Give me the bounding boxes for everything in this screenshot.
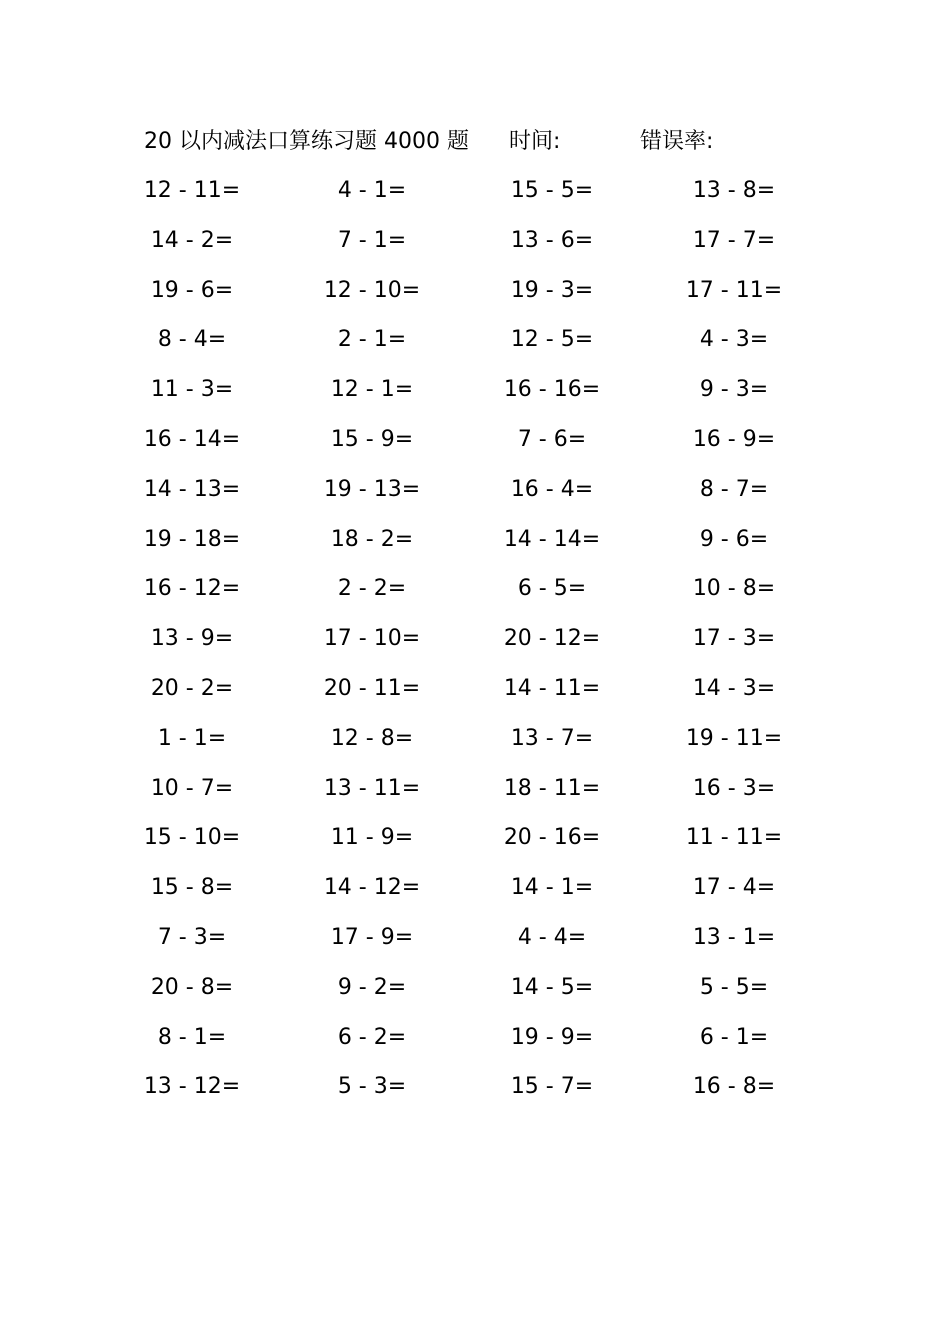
problem-item: 15 - 7= (510, 1074, 594, 1100)
problem-item: 13 - 8= (692, 178, 776, 203)
problem-row (0, 323, 950, 373)
time-label: 时间: (509, 129, 561, 154)
problem-item: 20 - 2= (150, 675, 234, 701)
problem-item: 16 - 16= (503, 377, 601, 403)
problem-row (0, 174, 950, 224)
problem-grid (0, 174, 950, 1120)
problem-item: 19 - 6= (150, 277, 234, 303)
problem-item: 12 - 1= (330, 377, 414, 403)
problem-item: 14 - 3= (692, 675, 776, 701)
problem-row (0, 821, 950, 871)
problem-item: 7 - 1= (337, 227, 407, 253)
problem-item: 9 - 3= (699, 377, 769, 403)
problem-item: 17 - 11= (685, 277, 783, 303)
problem-row (0, 274, 950, 324)
problem-item: 2 - 1= (337, 327, 407, 353)
problem-item: 19 - 18= (143, 526, 241, 552)
problem-item: 14 - 14= (503, 526, 601, 552)
problem-item: 14 - 2= (150, 227, 234, 253)
problem-item: 16 - 3= (692, 775, 776, 801)
problem-item: 12 - 10= (323, 277, 421, 303)
problem-item: 8 - 4= (157, 327, 227, 353)
problem-row (0, 373, 950, 423)
problem-item: 16 - 4= (510, 476, 594, 502)
problem-row (0, 1070, 950, 1120)
problem-item: 11 - 9= (330, 825, 414, 851)
problem-row (0, 971, 950, 1021)
worksheet-title: 20 以内减法口算练习题 4000 题 (144, 129, 469, 154)
problem-item: 13 - 9= (150, 626, 234, 652)
problem-item: 16 - 14= (143, 426, 241, 452)
problem-item: 15 - 9= (330, 426, 414, 452)
problem-item: 14 - 11= (503, 675, 601, 701)
problem-item: 4 - 4= (517, 924, 587, 950)
problem-item: 17 - 10= (323, 626, 421, 652)
problem-item: 17 - 3= (692, 626, 776, 652)
problem-item: 5 - 5= (699, 974, 769, 1000)
problem-row (0, 423, 950, 473)
problem-item: 15 - 8= (150, 875, 234, 901)
problem-item: 6 - 1= (699, 1024, 769, 1050)
problem-item: 7 - 3= (157, 924, 227, 950)
problem-item: 14 - 5= (510, 974, 594, 1000)
problem-item: 10 - 8= (692, 576, 776, 602)
problem-item: 10 - 7= (150, 775, 234, 801)
problem-row (0, 772, 950, 822)
problem-item: 6 - 2= (337, 1024, 407, 1050)
problem-item: 12 - 11= (143, 178, 241, 203)
problem-item: 20 - 8= (150, 974, 234, 1000)
problem-item: 15 - 10= (143, 825, 241, 851)
problem-row (0, 871, 950, 921)
problem-row (0, 672, 950, 722)
problem-item: 2 - 2= (337, 576, 407, 602)
problem-item: 16 - 9= (692, 426, 776, 452)
problem-item: 8 - 1= (157, 1024, 227, 1050)
problem-row (0, 523, 950, 573)
problem-item: 14 - 12= (323, 875, 421, 901)
problem-item: 9 - 2= (337, 974, 407, 1000)
problem-item: 1 - 1= (157, 725, 227, 751)
problem-item: 11 - 11= (685, 825, 783, 851)
problem-item: 14 - 1= (510, 875, 594, 901)
problem-item: 4 - 1= (337, 178, 407, 203)
problem-item: 12 - 5= (510, 327, 594, 353)
problem-item: 13 - 6= (510, 227, 594, 253)
problem-item: 5 - 3= (337, 1074, 407, 1100)
problem-row (0, 722, 950, 772)
problem-item: 13 - 1= (692, 924, 776, 950)
problem-item: 8 - 7= (699, 476, 769, 502)
problem-item: 9 - 6= (699, 526, 769, 552)
problem-row (0, 572, 950, 622)
problem-item: 12 - 8= (330, 725, 414, 751)
problem-item: 18 - 2= (330, 526, 414, 552)
error-rate-label: 错误率: (640, 129, 714, 154)
worksheet-header (144, 126, 844, 158)
problem-item: 17 - 9= (330, 924, 414, 950)
problem-row (0, 622, 950, 672)
problem-item: 7 - 6= (517, 426, 587, 452)
problem-item: 13 - 11= (323, 775, 421, 801)
problem-item: 17 - 7= (692, 227, 776, 253)
problem-item: 19 - 13= (323, 476, 421, 502)
problem-item: 13 - 7= (510, 725, 594, 751)
problem-item: 15 - 5= (510, 178, 594, 203)
problem-item: 19 - 11= (685, 725, 783, 751)
problem-row (0, 224, 950, 274)
problem-item: 19 - 9= (510, 1024, 594, 1050)
problem-item: 16 - 8= (692, 1074, 776, 1100)
problem-row (0, 473, 950, 523)
problem-item: 20 - 16= (503, 825, 601, 851)
problem-item: 11 - 3= (150, 377, 234, 403)
problem-item: 4 - 3= (699, 327, 769, 353)
problem-item: 18 - 11= (503, 775, 601, 801)
problem-item: 19 - 3= (510, 277, 594, 303)
problem-row (0, 1021, 950, 1071)
problem-row (0, 921, 950, 971)
problem-item: 14 - 13= (143, 476, 241, 502)
problem-item: 16 - 12= (143, 576, 241, 602)
problem-item: 6 - 5= (517, 576, 587, 602)
problem-item: 20 - 12= (503, 626, 601, 652)
problem-item: 13 - 12= (143, 1074, 241, 1100)
problem-item: 20 - 11= (323, 675, 421, 701)
problem-item: 17 - 4= (692, 875, 776, 901)
